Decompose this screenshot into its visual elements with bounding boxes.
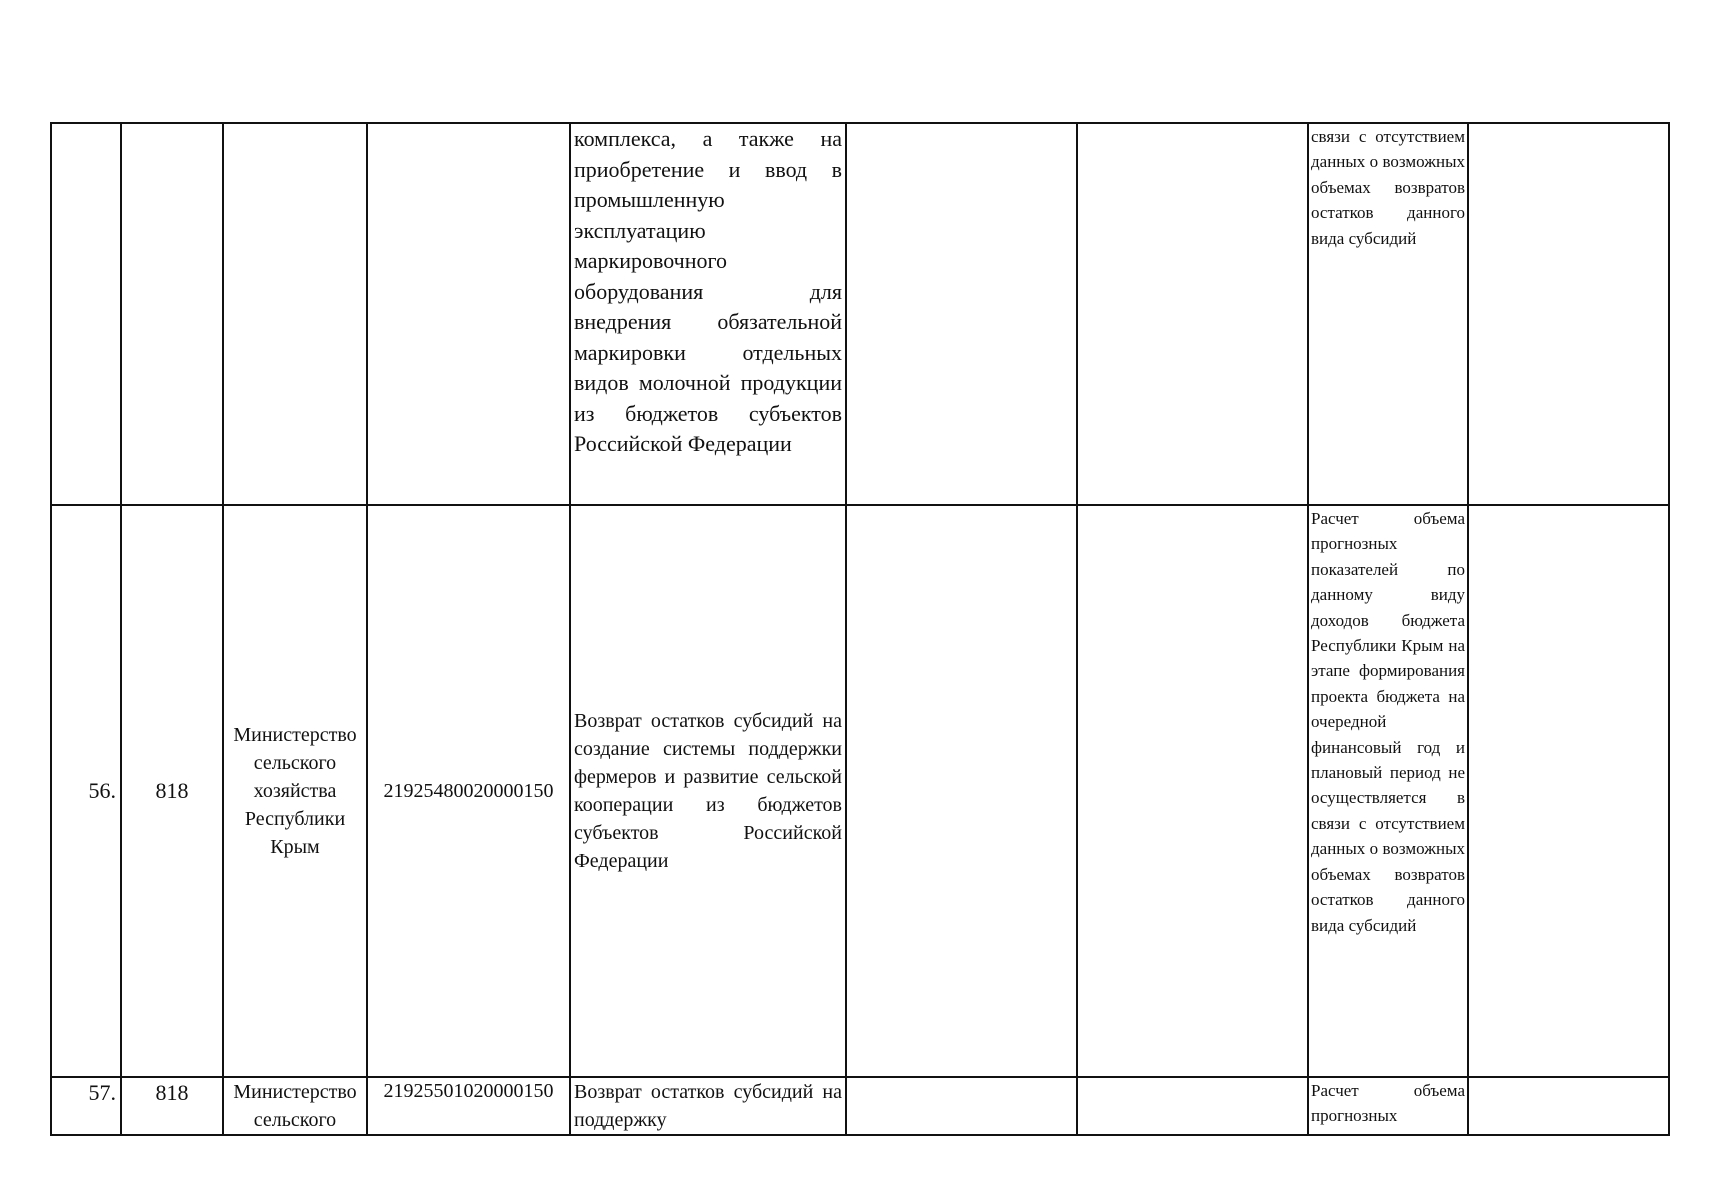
row-number-cell: 57.	[51, 1077, 121, 1135]
empty-cell	[846, 123, 1077, 505]
table-row	[51, 505, 1669, 1077]
empty-cell	[846, 1077, 1077, 1135]
kbk-code-cell	[367, 123, 570, 505]
row-number-cell: 56.	[51, 505, 121, 1077]
description-cell: Возврат остатков субсидий на поддержку	[570, 1077, 846, 1135]
row-number-cell	[51, 123, 121, 505]
description-cell: Возврат остатков субсидий на создание системы поддержки фермеров и развитие сельской кооперации из бюджетов субъектов Российской Федерации	[570, 505, 846, 1077]
ministry-cell: Министерство сельского хозяйства Республики Крым	[223, 505, 367, 1077]
admin-code-cell: 818	[121, 505, 223, 1077]
ministry-cell: Министерство сельского	[223, 1077, 367, 1135]
empty-cell	[1468, 1077, 1669, 1135]
note-cell: связи с отсутствием данных о возможных объемах возвратов остатков данного вида субсидий	[1308, 123, 1468, 505]
note-cell: Расчет объема прогнозных	[1308, 1077, 1468, 1135]
description-cell: комплекса, а также на приобретение и ввод в промышленную эксплуатацию маркировочного оборудования для внедрения обязательной маркировки отдельных видов молочной продукции из бюджетов субъектов Российской Федерации	[570, 123, 846, 505]
empty-cell	[1468, 123, 1669, 505]
admin-code-cell: 818	[121, 1077, 223, 1135]
empty-cell	[1077, 505, 1308, 1077]
kbk-code-cell: 21925480020000150	[367, 505, 570, 1077]
table-row	[51, 1077, 1669, 1135]
empty-cell	[1077, 1077, 1308, 1135]
revenue-table	[50, 122, 1670, 1136]
kbk-code-cell: 21925501020000150	[367, 1077, 570, 1135]
empty-cell	[846, 505, 1077, 1077]
note-cell: Расчет объема прогнозных показателей по данному виду доходов бюджета Республики Крым на этапе формирования проекта бюджета на очередной финансовый год и плановый период не осуществляется в связи с отсутствием данных о возможных объемах возвратов остатков данного вида субсидий	[1308, 505, 1468, 1077]
table-row	[51, 123, 1669, 505]
admin-code-cell	[121, 123, 223, 505]
ministry-cell	[223, 123, 367, 505]
empty-cell	[1077, 123, 1308, 505]
empty-cell	[1468, 505, 1669, 1077]
